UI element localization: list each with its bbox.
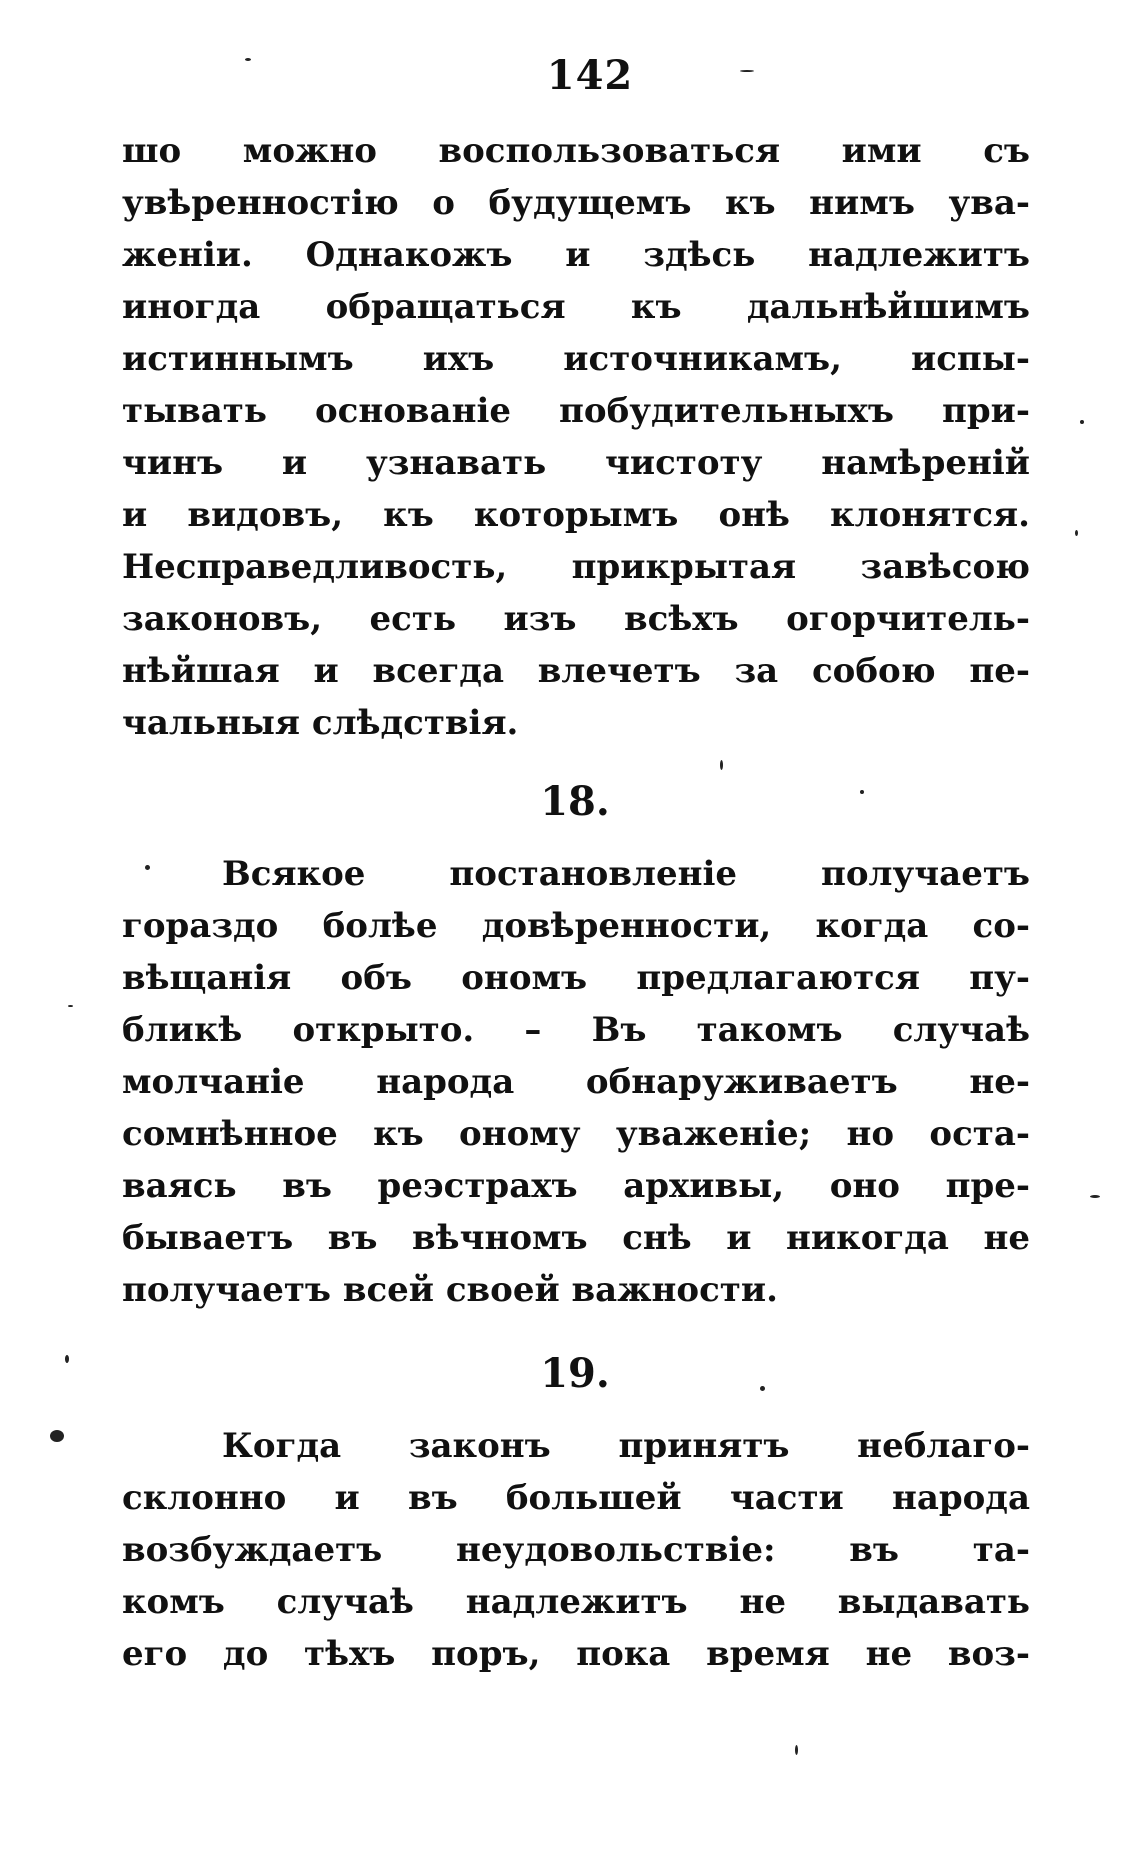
text-line: получаетъ всей своей важности.	[122, 1270, 778, 1310]
page-number: 142	[546, 52, 634, 99]
scan-speck	[68, 1005, 73, 1007]
text-line: Несправедливость, прикрытая завѣсою	[122, 547, 1030, 587]
text-line: чинъ и узнавать чистоту намѣреній	[122, 443, 1030, 483]
scan-speck	[740, 70, 754, 72]
text-line: вѣщанія объ ономъ предлагаются пу-	[122, 958, 1030, 998]
scan-speck	[1075, 530, 1078, 536]
text-line: возбуждаетъ неудовольствіе: въ та-	[122, 1530, 1030, 1570]
text-line: шо можно воспользоваться ими съ	[122, 131, 1030, 171]
text-line: его до тѣхъ поръ, пока время не воз-	[122, 1634, 1030, 1674]
text-line: тывать основаніе побудительныхъ при-	[122, 391, 1030, 431]
scan-speck	[760, 1386, 765, 1391]
text-line: ваясь въ реэстрахъ архивы, оно пре-	[122, 1166, 1030, 1206]
text-line: склонно и въ большей части народа	[122, 1478, 1030, 1518]
text-line: истиннымъ ихъ источникамъ, испы-	[122, 339, 1030, 379]
text-line: и видовъ, къ которымъ онѣ клонятся.	[122, 495, 1030, 535]
section-number-18: 18.	[540, 778, 610, 825]
text-line: нѣйшая и всегда влечетъ за собою пе-	[122, 651, 1030, 691]
scan-speck	[145, 865, 150, 870]
text-line: Всякое постановленіе получаетъ	[222, 854, 1030, 894]
text-line: сомнѣнное къ оному уваженіе; но оста-	[122, 1114, 1030, 1154]
text-line: молчаніе народа обнаруживаетъ не-	[122, 1062, 1030, 1102]
section-18-paragraph	[122, 848, 1030, 1316]
text-line: бликѣ открыто. – Въ такомъ случаѣ	[122, 1010, 1030, 1050]
text-line: гораздо болѣе довѣренности, когда со-	[122, 906, 1030, 946]
section-19-paragraph	[122, 1420, 1030, 1680]
scan-speck	[245, 58, 251, 61]
scan-speck	[795, 1745, 798, 1755]
scan-speck	[50, 1430, 64, 1442]
text-line: увѣренностію о будущемъ къ нимъ ува-	[122, 183, 1030, 223]
section-number-19: 19.	[540, 1350, 610, 1397]
text-line: чальныя слѣдствія.	[122, 703, 519, 743]
scan-speck	[1090, 1195, 1100, 1198]
scan-speck	[1080, 420, 1084, 424]
text-line: иногда обращаться къ дальнѣйшимъ	[122, 287, 1030, 327]
text-line: комъ случаѣ надлежитъ не выдавать	[122, 1582, 1030, 1622]
text-line: законовъ, есть изъ всѣхъ огорчитель-	[122, 599, 1030, 639]
text-line: Когда законъ принятъ неблаго-	[222, 1426, 1030, 1466]
text-line: женіи. Однакожъ и здѣсь надлежитъ	[122, 235, 1030, 275]
paragraph-17-continuation	[122, 125, 1030, 749]
scan-speck	[720, 760, 723, 770]
scan-speck	[860, 790, 864, 794]
scan-speck	[65, 1355, 69, 1363]
text-line: бываетъ въ вѣчномъ снѣ и никогда не	[122, 1218, 1030, 1258]
